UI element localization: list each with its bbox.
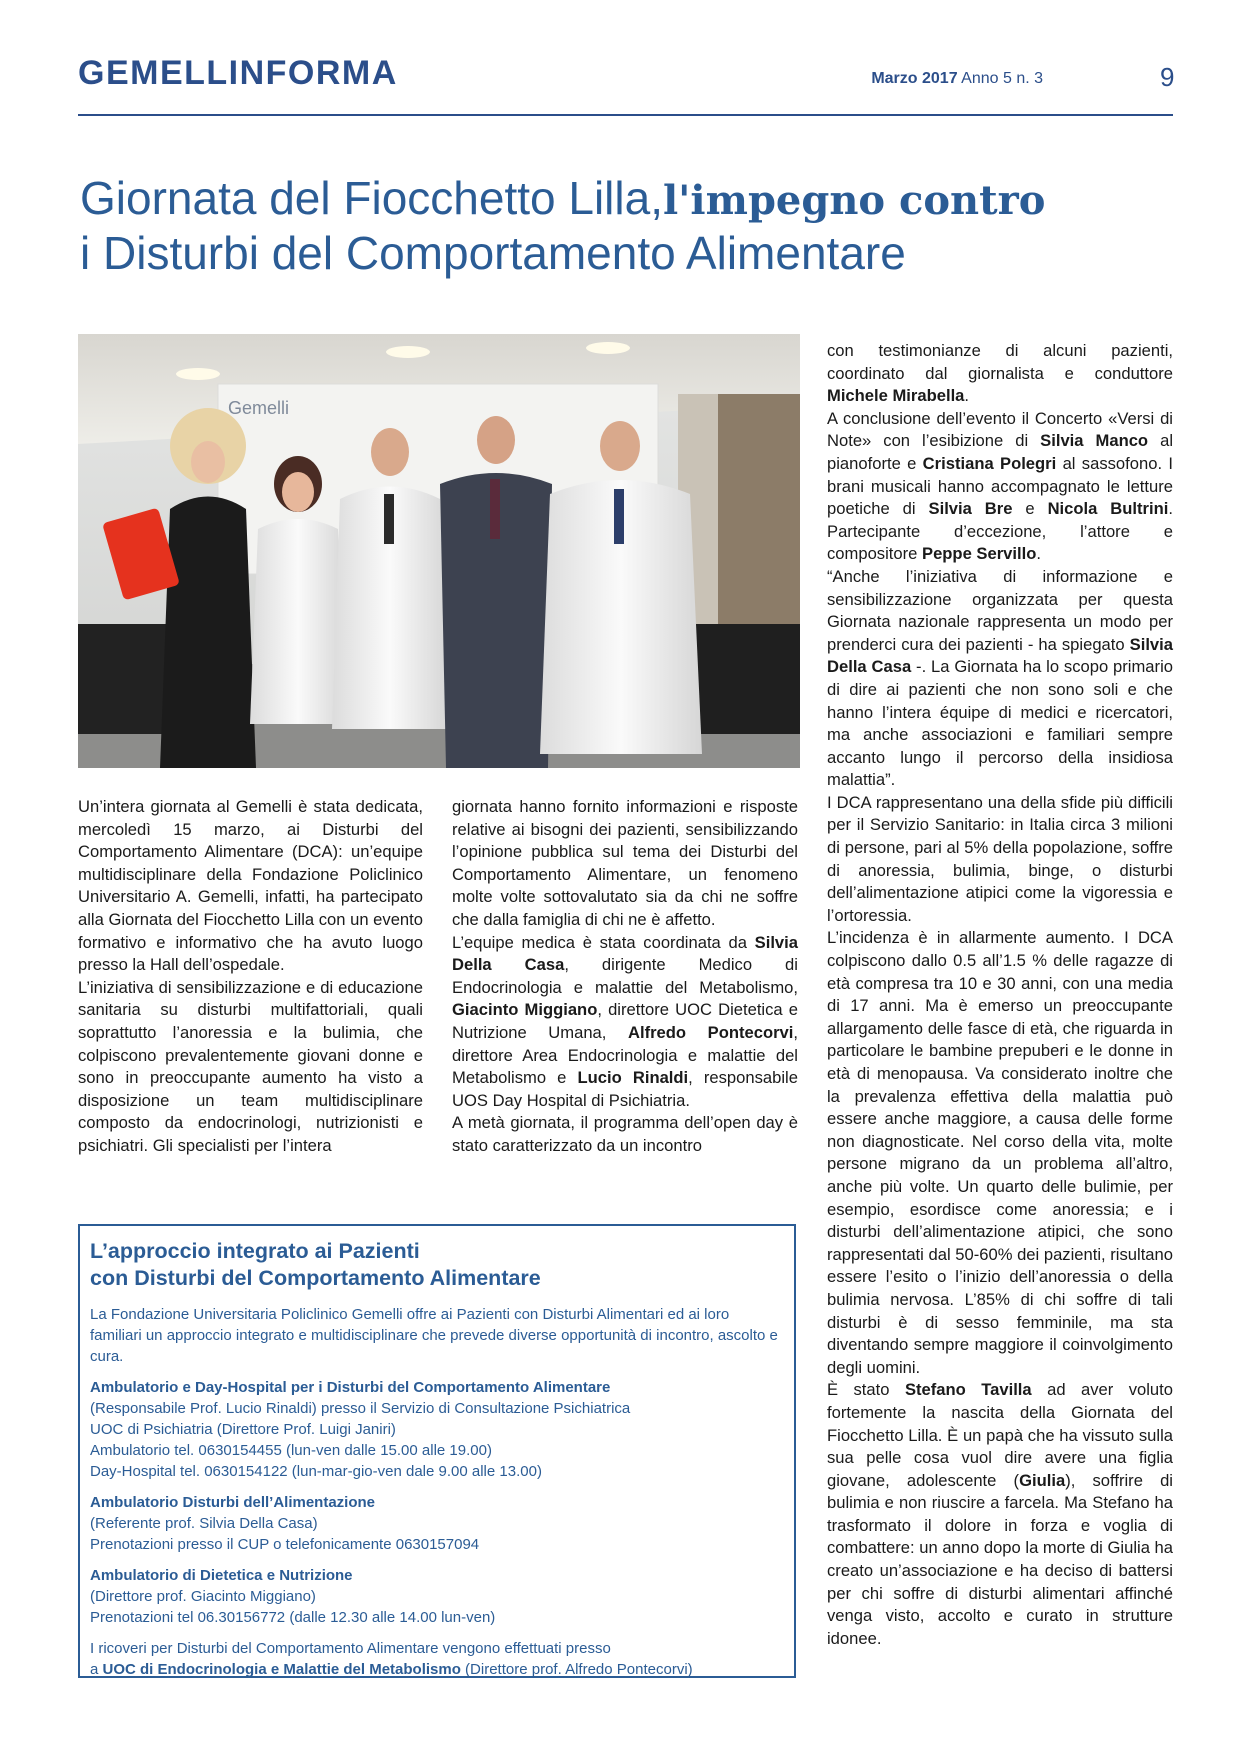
col3-paragraph-2 xyxy=(827,408,1173,566)
title-part2: l'impegno contro xyxy=(662,177,1046,224)
text-run: e xyxy=(1012,499,1048,519)
text-run: , direttore UOC Dietetica e Nutrizione Umana, xyxy=(452,1000,799,1042)
info-block-phone: Prenotazioni tel 06.30156772 (dalle 12.30 alle 14.00 lun-ven) xyxy=(90,1609,496,1626)
unit-name: UOC di Endocrinologia e Malattie del Metabolismo xyxy=(102,1661,461,1678)
info-block-phone: Prenotazioni presso il CUP o telefonicamente 0630157094 xyxy=(90,1536,480,1553)
col1-paragraph-1: Un’intera giornata al Gemelli è stata dedicata, mercoledì 15 marzo, ai Disturbi del Comportamento Alimentare (DCA): un’equipe multidisciplinare della Fondazione Policlinico Universitario A. Gemelli, infatti, ha partecipato alla Giornata del Fiocchetto Lilla con un evento formativo e informativo che ha avuto luogo presso la Hall dell’ospedale. xyxy=(78,797,423,975)
info-block-phone: Day-Hospital tel. 0630154122 (lun-mar-gio-ven dale 9.00 alle 13.00) xyxy=(90,1463,542,1480)
text-run: al pianoforte e xyxy=(827,431,1173,473)
masthead: GEMELLINFORMA xyxy=(78,54,398,92)
info-block-dietetica-nutrizione xyxy=(90,1565,782,1628)
text-run: al sassofono. I brani musicali hanno accompagnato le letture poetiche di xyxy=(827,453,1173,519)
person-name: Silvia Della Casa xyxy=(827,634,1173,677)
group-photo-illustration xyxy=(78,334,800,768)
article-column-1 xyxy=(78,796,423,1158)
text-run: con testimonianze di alcuni pazienti, coordinato dal giornalista e conduttore xyxy=(827,341,1173,383)
title-line2: i Disturbi del Comportamento Alimentare xyxy=(80,227,906,279)
text-run: A conclusione dell’evento il Concerto «Versi di Note» con l’esibizione di xyxy=(827,408,1173,451)
info-block-ambulatorio-alimentazione xyxy=(90,1492,782,1555)
col3-paragraph-4: I DCA rappresentano una della sfide più difficili per il Servizio Sanitario: in Italia circa 3 milioni di persone, pari al 5% della popolazione, soffre di anoressia, bulimia, binge, o disturbi dell’alimentazione atipici come la vigoressia e l’ortoressia. xyxy=(827,792,1173,925)
text-run: (Direttore prof. Alfredo Pontecorvi) xyxy=(460,1661,693,1678)
info-block-line: (Referente prof. Silvia Della Casa) xyxy=(90,1515,318,1532)
article-column-3 xyxy=(827,340,1173,1650)
col1-paragraph-2: L’iniziativa di sensibilizzazione e di educazione sanitaria su disturbi multifattoriali, quali soprattutto l’anoressia e la bulimia, che colpiscono prevalentemente giovani donne e sono in preoccupante aumento ha visto a disposizione un team multidisciplinare composto da endocrinologi, nutrizionisti e psichiatri. Gli specialisti per l’intera xyxy=(78,977,423,1155)
text-run: a xyxy=(90,1661,103,1678)
article-title xyxy=(80,172,1180,279)
info-box-title xyxy=(90,1238,782,1292)
person-name: Giulia xyxy=(1019,1470,1066,1490)
article-column-2 xyxy=(452,796,798,1158)
text-run: . xyxy=(964,386,970,406)
col3-paragraph-6 xyxy=(827,1379,1173,1650)
col2-paragraph-1: giornata hanno fornito informazioni e risposte relative ai bisogni dei pazienti, sensibilizzando l’opinione pubblica sul tema dei Disturbi del Comportamento Alimentare, un fenomeno molte volte sottovalutato sia da chi ne soffre che dalla famiglia di chi ne è affetto. xyxy=(452,797,798,929)
col3-paragraph-5: L’incidenza è in allarmente aumento. I DCA colpiscono dallo 0.5 all’1.5 % delle ragazze di età compresa tra 10 e 30 anni, con una media di 17 anni. Ma è emerso un preoccupante allargamento delle fasce di età, che riguarda in particolare le bambine prepuberi e le donne in età di menopausa. Va considerato inoltre che la prevalenza effettiva della malattia può essere anche maggiore, a causa delle forme non diagnosticate. Nel corso della vita, molte persone migrano da un problema all’altro, anche più volte. Un quarto delle bulimie, per esempio, esordisce come anoressia; e i disturbi dell’alimentazione atipici, che sono rappresentati dal 50-60% dei pazienti, risultano essere l’esito o l’inizio dell’anoressia o della bulimia nervosa. L’85% di chi soffre di tali disturbi è di sesso femminile, ma sta diventando sempre maggiore il coinvolgimento degli uomini. xyxy=(827,928,1173,1377)
person-name: Giacinto Miggiano xyxy=(452,1000,598,1020)
info-block-line: UOC di Psichiatria (Direttore Prof. Luigi Janiri) xyxy=(90,1421,396,1438)
info-block-line xyxy=(90,1659,782,1680)
text-run: , dirigente Medico di Endocrinologia e malattie del Metabolismo, xyxy=(452,955,798,997)
col3-paragraph-3 xyxy=(827,566,1173,792)
col2-paragraph-2 xyxy=(452,932,798,1113)
text-run: -. La Giornata ha lo scopo primario di dire ai pazienti che non sono soli e che hanno l’intera équipe di medici e ricercatori, ma anche associazioni e familiari sempre accanto lungo il percorso della insidiosa malattia”. xyxy=(827,657,1173,790)
info-block-line: (Direttore prof. Giacinto Miggiano) xyxy=(90,1588,316,1605)
text-run: , responsabile UOS Day Hospital di Psichiatria. xyxy=(452,1068,798,1110)
issue-number: Anno 5 n. 3 xyxy=(961,70,1043,87)
text-run: ad aver voluto fortemente la nascita della Giornata del Fiocchetto Lilla. È un papà che ha vissuto sulla sua pelle cosa vuol dire avere una figlia giovane, adolescente ( xyxy=(827,1380,1173,1490)
person-name: Lucio Rinaldi xyxy=(577,1068,689,1088)
text-run: . xyxy=(1036,544,1041,564)
text-run: ), soffrire di bulimia e non riuscire a farcela. Ma Stefano ha trasformato il dolore in forza e voglia di combattere: un anno dopo la morte di Giulia ha creato un’associazione e ha deciso di battersi per chi soffre di disturbi alimentari affinché venga visto, accolto e curato in strutture idonee. xyxy=(827,1470,1173,1648)
info-box-title-line1: L’approccio integrato ai Pazienti xyxy=(90,1239,420,1263)
col2-paragraph-3: A metà giornata, il programma dell’open day è stato caratterizzato da un incontro xyxy=(452,1113,798,1155)
info-block-heading: Ambulatorio e Day-Hospital per i Disturbi del Comportamento Alimentare xyxy=(90,1379,611,1396)
info-block-line: I ricoveri per Disturbi del Comportamento Alimentare vengono effettuati presso xyxy=(90,1640,611,1657)
issue-date: Marzo 2017 xyxy=(871,70,958,87)
info-block-heading: Ambulatorio di Dietetica e Nutrizione xyxy=(90,1567,353,1584)
person-name: Silvia Manco xyxy=(1040,431,1149,451)
person-name: Alfredo Pontecorvi xyxy=(627,1022,794,1042)
issue-info xyxy=(871,70,1043,88)
info-box-intro: La Fondazione Universitaria Policlinico Gemelli offre ai Pazienti con Disturbi Alimentari ed ai loro familiari un approccio integrato e multidisciplinare che prevede diverse opportunità di incontro, ascolto e cura. xyxy=(90,1306,778,1365)
person-name: Cristiana Polegri xyxy=(922,453,1057,473)
page-number: 9 xyxy=(1160,62,1175,92)
text-run: . Partecipante d’eccezione, l’attore e compositore xyxy=(827,499,1174,564)
person-name: Silvia Della Casa xyxy=(452,932,798,975)
person-name: Peppe Servillo xyxy=(922,544,1037,564)
info-block-ricoveri xyxy=(90,1638,782,1680)
title-part1: Giornata del Fiocchetto Lilla, xyxy=(80,172,663,224)
header-divider xyxy=(78,114,1173,116)
person-name: Silvia Bre xyxy=(928,499,1013,519)
info-block-ambulatorio-day-hospital xyxy=(90,1377,782,1482)
text-run: , direttore Area Endocrinologia e malattie del Metabolismo e xyxy=(452,1022,799,1088)
col3-paragraph-1 xyxy=(827,340,1173,408)
person-name: Nicola Bultrini xyxy=(1047,499,1169,519)
text-run: “Anche l’iniziativa di informazione e sensibilizzazione organizzata per questa Giornata nazionale rappresenta un modo per prenderci cura dei pazienti - ha spiegato xyxy=(827,566,1173,654)
text-run: L’equipe medica è stata coordinata da xyxy=(452,932,755,952)
person-name: Michele Mirabella xyxy=(827,386,965,406)
info-block-heading: Ambulatorio Disturbi dell’Alimentazione xyxy=(90,1494,376,1511)
article-photo xyxy=(78,334,800,768)
info-block-phone: Ambulatorio tel. 0630154455 (lun-ven dalle 15.00 alle 19.00) xyxy=(90,1442,492,1459)
info-box-title-line2: con Disturbi del Comportamento Alimentare xyxy=(90,1266,541,1290)
banner-text: Gemelli xyxy=(228,398,290,418)
text-run: È stato xyxy=(827,1380,905,1400)
info-box xyxy=(78,1224,796,1678)
info-block-line: (Responsabile Prof. Lucio Rinaldi) presso il Servizio di Consultazione Psichiatrica xyxy=(90,1400,631,1417)
person-name: Stefano Tavilla xyxy=(904,1380,1032,1400)
